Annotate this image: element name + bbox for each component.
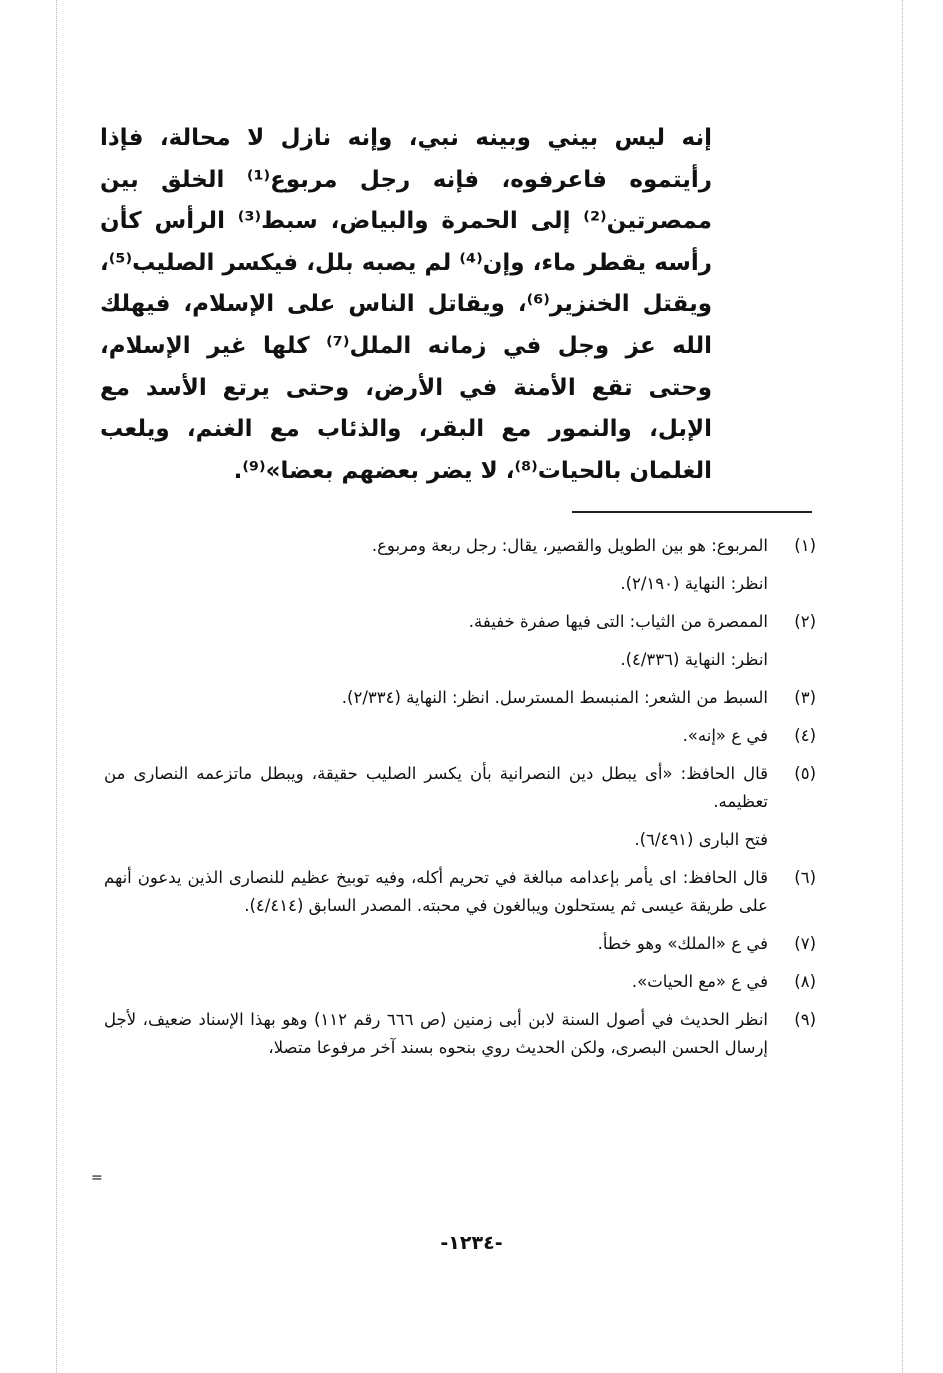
footnote-item bbox=[104, 1006, 816, 1062]
main-paragraph: إنه ليس بيني وبينه نبي، وإنه نازل لا محالة، فإذا رأيتموه فاعرفوه، فإنه رجل مربوع⁽¹⁾ الخلق بين ممصرتين⁽²⁾ إلى الحمرة والبياض، سبط⁽³⁾ الرأس كأن رأسه يقطر ماء، وإن⁽⁴⁾ لم يصبه بلل، فيكسر الصليب⁽⁵⁾، ويقتل الخنزير⁽⁶⁾، ويقاتل الناس على الإسلام، فيهلك الله عز وجل في زمانه الملل⁽⁷⁾ كلها غير الإسلام، وحتى تقع الأمنة في الأرض، وحتى يرتع الأسد مع الإبل، والنمور مع البقر، والذئاب مع الغنم، ويلعب الغلمان بالحيات⁽⁸⁾، لا يضر بعضهم بعضا»⁽⁹⁾. bbox=[100, 125, 713, 484]
footnote-number: (٥) bbox=[794, 764, 816, 783]
footnote-item bbox=[104, 760, 816, 854]
footnotes-list bbox=[104, 532, 816, 1072]
footnote-number: (١) bbox=[794, 536, 816, 555]
footnote-number: (٩) bbox=[794, 1010, 816, 1029]
footnote-number: (٦) bbox=[794, 868, 816, 887]
footnote-line: قال الحافظ: «أى يبطل دين النصرانية بأن يكسر الصليب حقيقة، ويبطل ماتزعمه النصارى من تعظيمه. bbox=[104, 764, 768, 811]
footnote-text bbox=[104, 722, 768, 750]
footnote-text bbox=[104, 930, 768, 958]
footnote-line: في ع «إنه». bbox=[682, 726, 768, 745]
footnote-item bbox=[104, 684, 816, 712]
margin-mark: = bbox=[91, 1170, 103, 1186]
footnote-item bbox=[104, 532, 816, 598]
footnote-separator bbox=[572, 511, 812, 513]
footnote-line: المربوع: هو بين الطويل والقصير، يقال: رجل ربعة ومربوع. bbox=[371, 536, 768, 555]
footnote-reference: فتح البارى (٦/٤٩١). bbox=[634, 830, 768, 849]
footnote-line: في ع «مع الحيات». bbox=[631, 972, 768, 991]
footnote-text bbox=[104, 1006, 768, 1062]
footnote-line: الممصرة من الثياب: التى فيها صفرة خفيفة. bbox=[468, 612, 768, 631]
footnote-number: (٢) bbox=[794, 612, 816, 631]
footnote-text bbox=[104, 532, 768, 598]
footnote-text bbox=[104, 608, 768, 674]
footnote-text bbox=[104, 684, 768, 712]
footnote-number: (٤) bbox=[794, 726, 816, 745]
footnote-reference: انظر: النهاية (٢/١٩٠). bbox=[620, 574, 768, 593]
left-margin-dots bbox=[56, 0, 57, 1373]
footnote-text bbox=[104, 760, 768, 854]
footnote-line: انظر الحديث في أصول السنة لابن أبى زمنين (ص ٦٦٦ رقم ١١٢) وهو بهذا الإسناد ضعيف، لأجل إرسال الحسن البصرى، ولكن الحديث روي بنحوه بسند آخر مرفوعا متصلا، bbox=[104, 1010, 769, 1057]
footnote-line: قال الحافظ: اى يأمر بإعدامه مبالغة في تحريم أكله، وفيه توبيخ عظيم للنصارى الذين يدعون أنهم على طريقة عيسى ثم يستحلون ويبالغون في محبته. المصدر السابق (٤/٤١٤). bbox=[104, 868, 768, 915]
right-margin-dots bbox=[902, 0, 903, 1373]
footnote-text bbox=[104, 864, 768, 920]
footnote-item bbox=[104, 930, 816, 958]
footnote-text bbox=[104, 968, 768, 996]
main-text-block bbox=[100, 118, 712, 492]
footnote-line: السبط من الشعر: المنبسط المسترسل. انظر: النهاية (٢/٣٣٤). bbox=[341, 688, 768, 707]
footnote-item bbox=[104, 864, 816, 920]
footnote-reference: انظر: النهاية (٤/٣٣٦). bbox=[620, 650, 768, 669]
footnote-item bbox=[104, 608, 816, 674]
footnote-number: (٣) bbox=[794, 688, 816, 707]
footnote-item bbox=[104, 722, 816, 750]
footnote-item bbox=[104, 968, 816, 996]
footnote-number: (٧) bbox=[794, 934, 816, 953]
footnote-line: في ع «الملك» وهو خطأ. bbox=[597, 934, 768, 953]
footnote-number: (٨) bbox=[794, 972, 816, 991]
page-number: -١٢٣٤- bbox=[440, 1232, 503, 1254]
